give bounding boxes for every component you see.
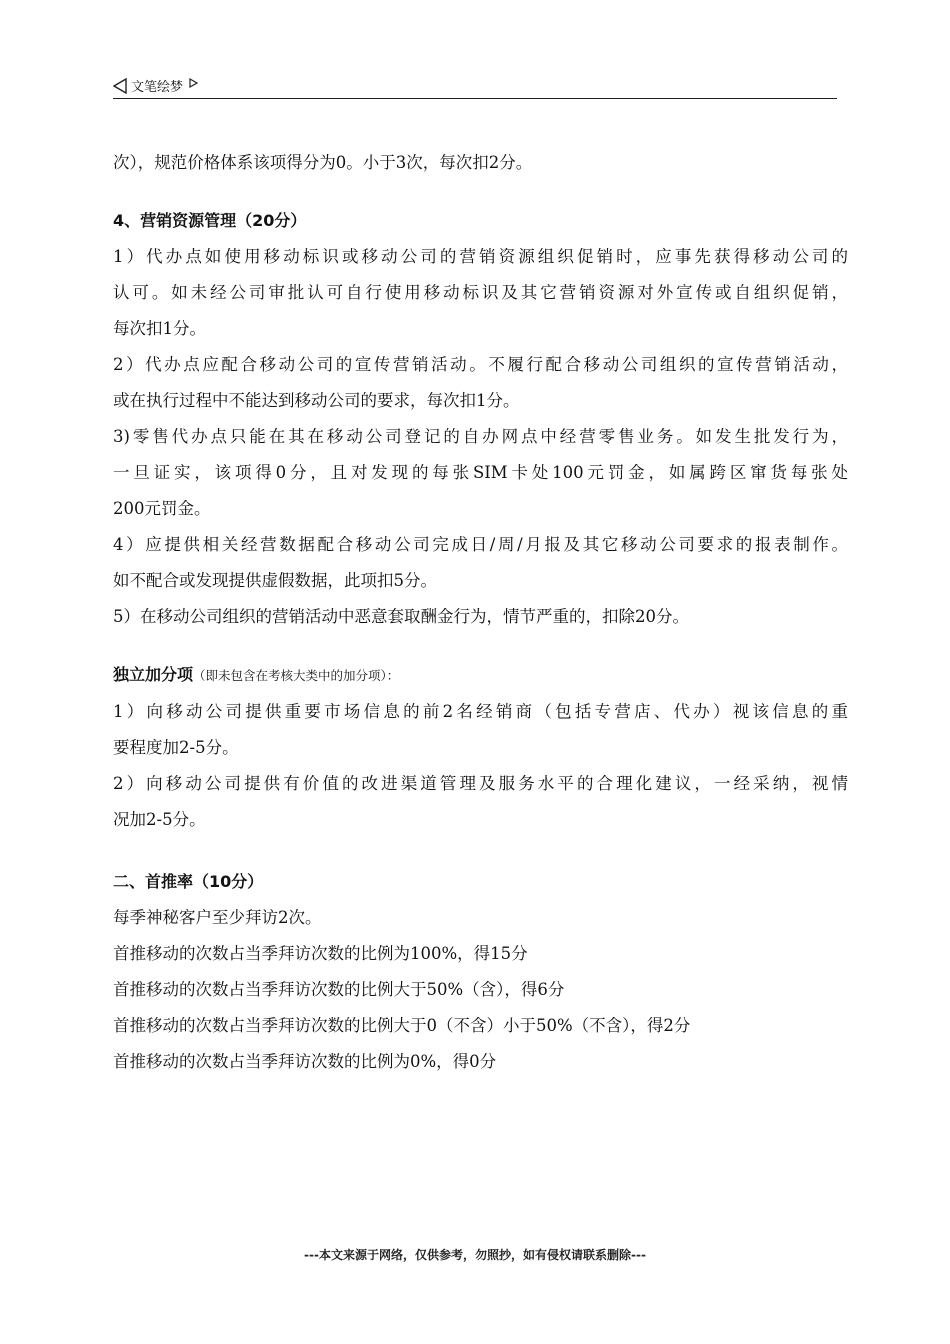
paragraph-line: 要程度加2-5分。 [113,738,239,757]
paragraph-line: 2）代办点应配合移动公司的宣传营销活动。不履行配合移动公司组织的宣传营销活动， [113,355,848,374]
paragraph-line: 一旦证实，该项得0分，且对发现的每张SIM卡处100元罚金，如属跨区窜货每张处 [113,463,848,482]
paragraph-line: 1）向移动公司提供重要市场信息的前2名经销商（包括专营店、代办）视该信息的重 [113,702,848,721]
triangle-right-icon [189,78,198,88]
page-header [113,70,837,99]
paragraph-line: 每次扣1分。 [113,319,206,338]
paragraph-line: 况加2-5分。 [113,810,206,829]
brand-text: 文笔绘梦 [131,80,184,95]
page-footer: ---本文来源于网络，仅供参考，勿照抄，如有侵权请联系删除--- [304,1248,646,1262]
document-body [113,145,848,1080]
paragraph-line: 200元罚金。 [113,499,211,518]
paragraph-line: 或在执行过程中不能达到移动公司的要求，每次扣1分。 [113,391,520,410]
section-heading-2: 二、首推率（10分） [113,872,264,891]
spacer [113,181,848,203]
paragraph-line: 1）代办点如使用移动标识或移动公司的营销资源组织促销时，应事先获得移动公司的 [113,247,848,266]
section-heading-bonus [113,657,848,694]
triangle-left-icon [113,78,127,94]
paragraph-line: 每季神秘客户至少拜访2次。 [113,908,322,927]
paragraph-line: 首推移动的次数占当季拜访次数的比例为100%，得15分 [113,944,528,963]
bonus-heading-text: 独立加分项 [113,665,194,684]
paragraph-line: 如不配合或发现提供虚假数据，此项扣5分。 [113,571,437,590]
paragraph-line: 首推移动的次数占当季拜访次数的比例大于50%（含），得6分 [113,980,565,999]
paragraph-line: 4）应提供相关经营数据配合移动公司完成日/周/月报及其它移动公司要求的报表制作。 [113,535,848,554]
paragraph-line: 2）向移动公司提供有价值的改进渠道管理及服务水平的合理化建议，一经采纳，视情 [113,774,848,793]
paragraph-line: 首推移动的次数占当季拜访次数的比例为0%，得0分 [113,1052,497,1071]
spacer [113,838,848,864]
brand [113,76,198,95]
paragraph-line: 认可。如未经公司审批认可自行使用移动标识及其它营销资源对外宣传或自组织促销， [113,283,848,302]
paragraph-line: 首推移动的次数占当季拜访次数的比例大于0（不含）小于50%（不含），得2分 [113,1016,691,1035]
paragraph-line: 5）在移动公司组织的营销活动中恶意套取酬金行为，情节严重的，扣除20分。 [113,607,689,626]
bonus-heading-note: （即未包含在考核大类中的加分项）： [193,668,400,683]
section-heading-4: 4、营销资源管理（20分） [113,211,307,230]
paragraph-line: 次），规范价格体系该项得分为0。小于3次，每次扣2分。 [113,153,533,172]
paragraph-line: 3)零售代办点只能在其在移动公司登记的自办网点中经营零售业务。如发生批发行为， [113,427,848,446]
spacer [113,635,848,657]
